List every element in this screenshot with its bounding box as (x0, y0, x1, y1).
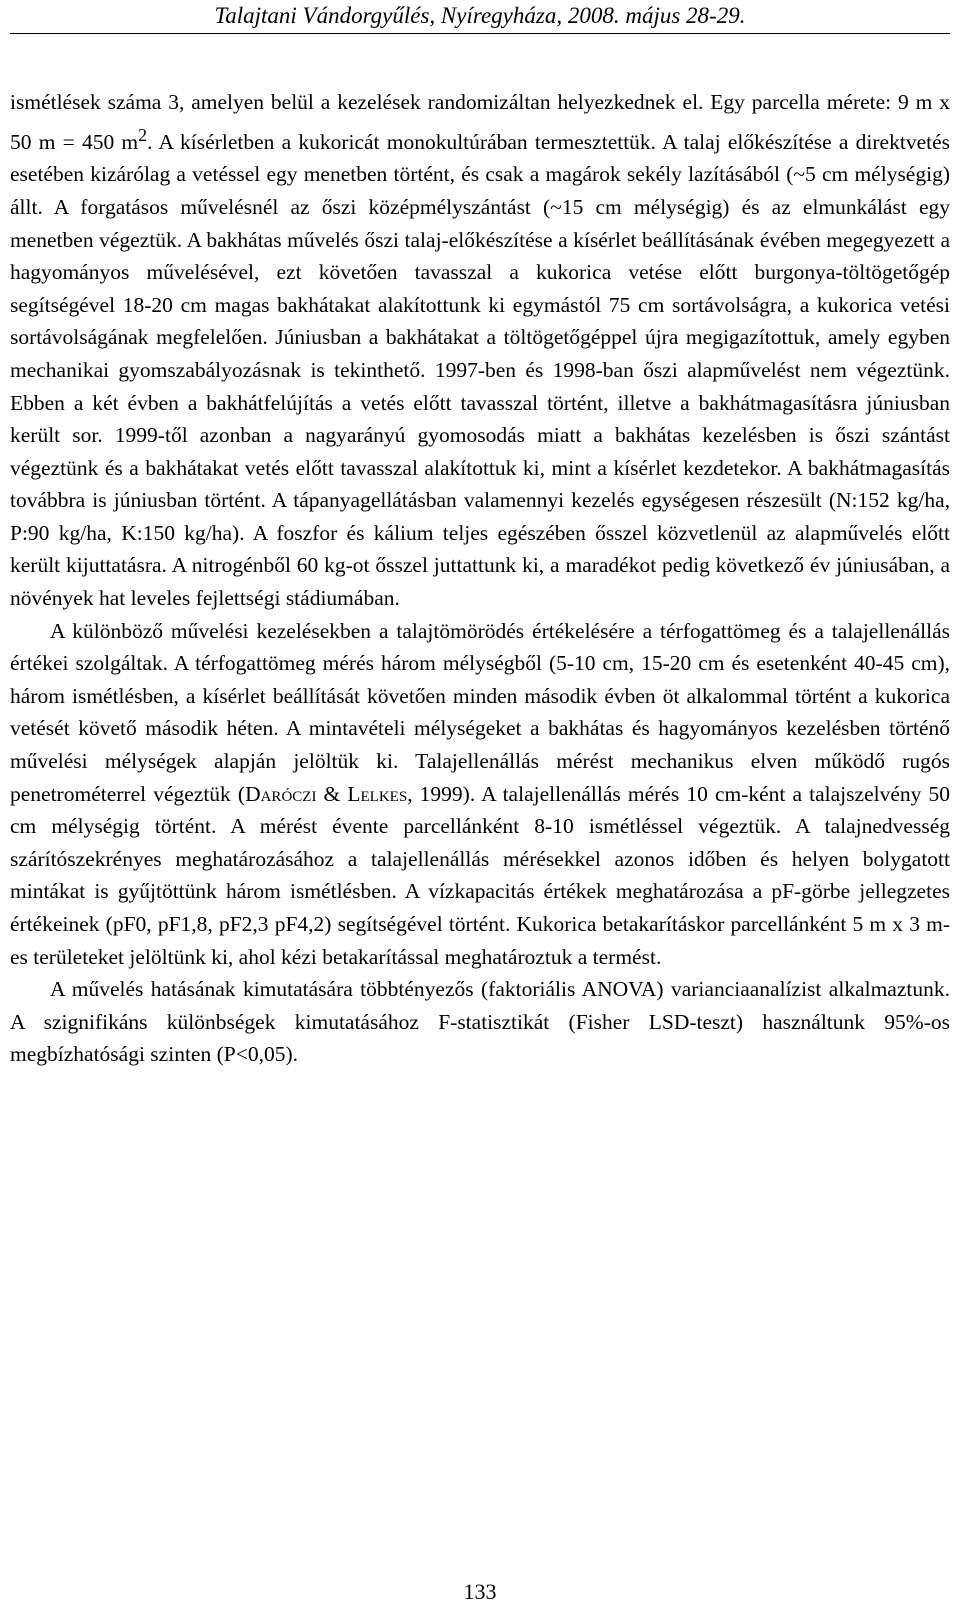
citation-author: Daróczi (245, 781, 317, 806)
paragraph-text: ismétlések száma 3, amelyen belül a kezelések randomizáltan helyezkednek el. Egy parcella mérete: 9 m x 50 m = 450 m (10, 90, 950, 154)
citation-author: Lelkes (347, 781, 408, 806)
citation-separator: & (316, 781, 348, 806)
main-text (10, 86, 950, 1071)
paragraph-methods-tillage (10, 86, 950, 615)
page-number: 133 (463, 1579, 497, 1604)
paragraph-methods-measurements (10, 615, 950, 974)
paragraph-text: A különböző művelési kezelésekben a talajtömörödés értékelésére a térfogattömeg és a talajellenállás értékei szolgáltak. A térfogattömeg mérés három mélységből (5-10 cm, 15-20 cm és esetenként 40-45 cm), három ismétlésben, a kísérlet beállítását követően minden második évben öt alkalommal történt a kukorica vetését követő második héten. A mintavételi mélységeket a bakhátas és hagyományos kezelésben történő művelési mélységek alapján jelöltük ki. Talajellenállás mérést mechanikus elven működő rugós penetrométerrel végeztük ( (10, 618, 950, 806)
paragraph-text: A művelés hatásának kimutatására többtényezős (faktoriális ANOVA) varianciaanalízist alkalmaztunk. A szignifikáns különbségek kimutatásához F-statisztikát (Fisher LSD-teszt) használtunk 95%-os megbízhatósági szinten (P<0,05). (10, 977, 950, 1067)
running-header (10, 2, 950, 34)
paragraph-text: , 1999). A talajellenállás mérés 10 cm-ként a talajszelvény 50 cm mélységig történt. A mérést évente parcellánként 8-10 ismétléssel végeztük. A talajnedvesség szárítószekrényes meghatározásához a talajellenállás mérésekkel azonos időben és helyen bolygatott mintákat is gyűjtöttünk három ismétlésben. A vízkapacitás értékek meghatározása a pF-görbe jellegzetes értékeinek (pF0, pF1,8, pF2,3 pF4,2) segítségével történt. Kukorica betakarításkor parcellánként 5 m x 3 m-es területeket jelöltünk ki, ahol kézi betakarítással meghatároztuk a termést. (10, 781, 950, 969)
paragraph-text: . A kísérletben a kukoricát monokultúrában termesztettük. A talaj előkészítése a direktvetés esetében kizárólag a vetéssel egy menetben történt, és csak a magárok sekély lazításából (~5 cm mélységig) állt. A forgatásos művelésnél az őszi középmélyszántást (~15 cm mélységig) és az elmunkálást egy menetben végeztük. A bakhátas művelés őszi talaj-előkészítése a kísérlet beállításának évében megegyezett a hagyományos művelésével, ezt követően tavasszal a kukorica vetése előtt burgonya-töltögetőgép segítségével 18-20 cm magas bakhátakat alakítottunk ki egymástól 75 cm sortávolságra, a kukorica vetési sortávolságának megfelelően. Júniusban a bakhátakat a töltögetőgéppel újra megigazítottuk, amely egyben mechanikai gyomszabályozásnak is tekinthető. 1997-ben és 1998-ban őszi alapművelést nem végeztünk. Ebben a két évben a bakhátfelújítás a vetés előtt tavasszal történt, illetve a bakhátmagasításra júniusban került sor. 1999-től azonban a nagyarányú gyomosodás miatt a bakhátas kezelésben is őszi szántást végeztünk és a bakhátakat vetés előtt tavasszal alakítottuk ki, mint a kísérlet kezdetekor. A bakhátmagasítás továbbra is júniusban történt. A tápanyagellátásban valamennyi kezelés egységesen részesült (N:152 kg/ha, P:90 kg/ha, K:150 kg/ha). A foszfor és kálium teljes egészében ősszel közvetlenül az alapművelés előtt került kijuttatásra. A nitrogénből 60 kg-ot ősszel juttattunk ki, a maradékot pedig következő év júniusában, a növények hat leveles fejlettségi stádiumában. (10, 129, 950, 611)
superscript-exponent: 2 (138, 124, 148, 145)
paragraph-methods-statistics (10, 973, 950, 1071)
running-title: Talajtani Vándorgyűlés, Nyíregyháza, 2008. május 28-29. (214, 3, 746, 28)
